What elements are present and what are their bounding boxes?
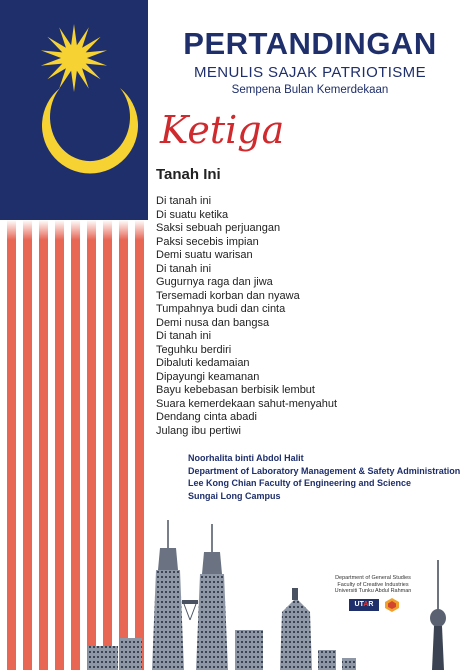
poem-line: Di tanah ini [156,330,212,342]
author-campus: Sungai Long Campus [188,490,281,501]
poem-line: Dibaluti kedamaian [156,357,250,369]
author-block [188,452,460,502]
poem-line: Demi nusa dan bangsa [156,316,270,329]
poem-line: Dipayungi keamanan [156,370,260,383]
poem-line: Tumpahnya budi dan cinta [156,303,286,315]
poem-line: Teguhku berdiri [156,343,232,356]
star-icon [41,24,107,92]
author-faculty: Lee Kong Chian Faculty of Engineering and Science [188,478,412,488]
utar-logo-text-a: UT [354,601,364,608]
poem-line: Saksi sebuah perjuangan [156,222,281,234]
flag-canton [0,0,148,220]
page-subtitle: MENULIS SAJAK PATRIOTISME [194,64,426,81]
poem-line: Di suatu ketika [156,208,229,221]
author-department: Department of Laboratory Management & Safety Administration [188,465,461,476]
stripes-fade [0,220,148,240]
organizer-block [318,575,428,595]
kl-tower-icon [430,560,446,670]
poem-line: Di tanah ini [156,195,212,207]
page-subtitle-secondary: Sempena Bulan Kemerdekaan [231,84,389,96]
page-title: PERTANDINGAN [183,26,437,61]
poem-line: Julang ibu pertiwi [156,424,241,437]
utar-logo [349,599,379,611]
crescent-icon [42,88,138,173]
poem-line: Demi suatu warisan [156,249,253,261]
utar-seal-icon [385,598,399,612]
poem-line: Paksi secebis impian [156,235,259,248]
poem-body [156,195,337,438]
organizer-faculty: Faculty of Creative Industries [337,581,409,588]
poem-line: Gugurnya raga dan jiwa [156,276,273,288]
petronas-towers-icon [152,520,228,670]
organizer-university: Universiti Tunku Abdul Rahman [334,588,412,594]
poem-line: Tersemadi korban dan nyawa [156,289,300,302]
organizer-department: Department of General Studies [335,575,411,581]
poem-line: Di tanah ini [156,262,212,275]
author-name: Noorhalita binti Abdol Halit [188,453,304,463]
poem-line: Bayu kebebasan berbisik lembut [156,384,315,396]
poem-line: Dendang cinta abadi [156,411,257,423]
utar-logo-text-c: R [368,601,374,608]
placement-label: Ketiga [160,108,285,152]
poem-line: Suara kemerdekaan sahut-menyahut [156,397,337,410]
utar-logo-text-b: A [363,601,369,608]
crescent-star-emblem [0,0,148,220]
poem-title: Tanah Ini [156,166,221,183]
